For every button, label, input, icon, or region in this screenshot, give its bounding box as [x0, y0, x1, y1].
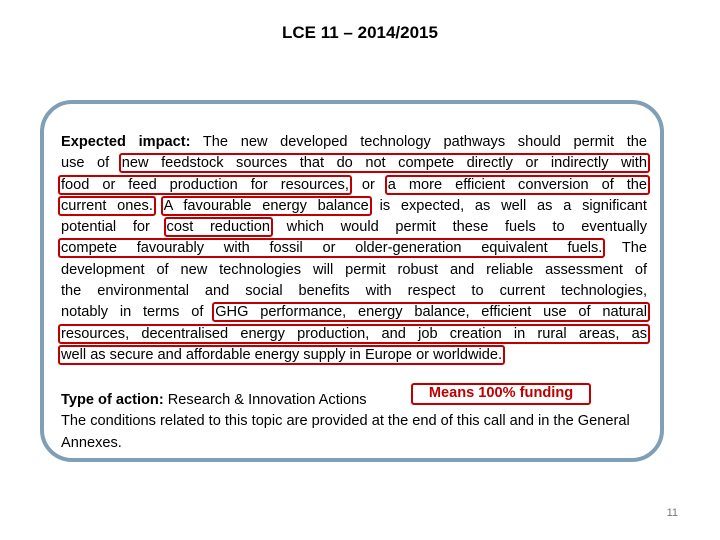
highlight-box: GHG performance, energy balance, efficient use of natural — [212, 302, 650, 322]
type-of-action-value: Research & Innovation Actions — [167, 392, 367, 408]
expected-impact-label: Expected impact: — [61, 134, 191, 150]
text-line: the environmental and social benefits with respect to current technologies, — [61, 283, 647, 300]
type-of-action-line — [61, 390, 647, 411]
text-line: current ones. A favourable energy balance is expected, as well as a significant — [61, 196, 647, 217]
page-number: 11 — [666, 507, 678, 519]
highlight-box: compete favourably with fossil or older-generation equivalent fuels. — [58, 238, 605, 258]
text-line — [61, 345, 647, 366]
text-line: notably in terms of GHG performance, energy balance, efficient use of natural — [61, 302, 647, 323]
funding-badge: Means 100% funding — [411, 383, 591, 405]
text-line: compete favourably with fossil or older-generation equivalent fuels. The — [61, 238, 647, 259]
text-line — [61, 324, 647, 345]
text-line: Expected impact: The new developed technology pathways should permit the — [61, 134, 647, 150]
highlight-box: cost reduction — [164, 217, 273, 237]
highlight-box: well as secure and affordable energy supply in Europe or worldwide. — [58, 345, 505, 365]
expected-impact-paragraph — [61, 132, 647, 366]
type-of-action-label: Type of action: — [61, 392, 164, 408]
highlight-box: current ones. — [58, 196, 156, 216]
text-line: food or feed production for resources, or a more efficient conversion of the — [61, 175, 647, 196]
highlight-box: resources, decentralised energy production, and job creation in rural areas, as — [58, 324, 650, 344]
highlight-box: A favourable energy balance — [161, 196, 372, 216]
conditions-text: The conditions related to this topic are provided at the end of this call and in the General Annexes. — [61, 413, 630, 451]
highlight-box: new feedstock sources that do not compete directly or indirectly with — [119, 153, 650, 173]
highlight-box: a more efficient conversion of the — [385, 175, 650, 195]
text-line: use of new feedstock sources that do not compete directly or indirectly with — [61, 153, 647, 174]
text-line: potential for cost reduction which would permit these fuels to eventually — [61, 219, 647, 236]
highlight-box: food or feed production for resources, — [58, 175, 352, 195]
slide-title: LCE 11 – 2014/2015 — [282, 23, 438, 42]
action-paragraph — [61, 390, 647, 454]
text-line: development of new technologies will permit robust and reliable assessment of — [61, 261, 647, 278]
